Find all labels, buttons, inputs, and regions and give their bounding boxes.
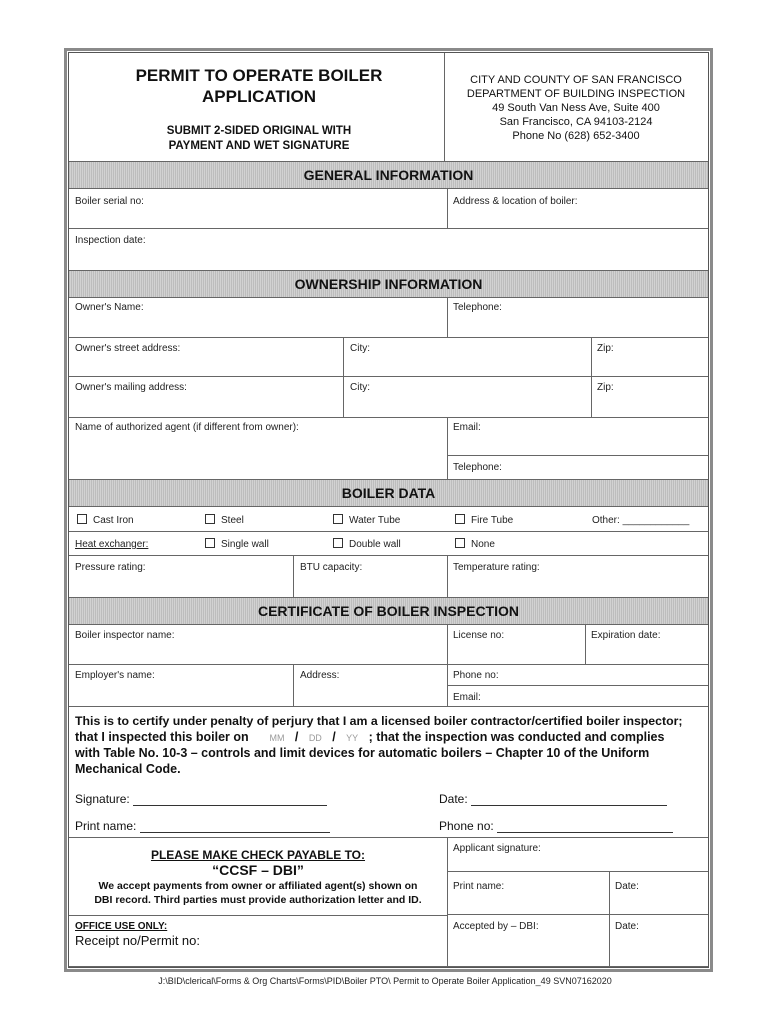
inspector-print-name-field[interactable]: Print name: bbox=[75, 819, 330, 833]
inspector-name-label[interactable]: Boiler inspector name: bbox=[75, 630, 175, 641]
pressure-rating-label[interactable]: Pressure rating: bbox=[75, 562, 146, 573]
receipt-permit-label[interactable]: Receipt no/Permit no: bbox=[75, 933, 201, 948]
inspector-phone-field[interactable]: Phone no: bbox=[439, 819, 673, 833]
boiler-address-label[interactable]: Address & location of boiler: bbox=[453, 196, 578, 207]
agency-name: CITY AND COUNTY OF SAN FRANCISCO bbox=[470, 74, 682, 86]
inspector-signature-field[interactable]: Signature: bbox=[75, 792, 327, 806]
certification-line2: that I inspected this boiler on MM / DD / YY ; that the inspection was conducted and complies bbox=[75, 730, 665, 744]
accepted-date-label[interactable]: Date: bbox=[615, 921, 639, 932]
day-field[interactable]: DD bbox=[308, 733, 322, 743]
certification-line4: Mechanical Code. bbox=[75, 762, 181, 776]
year-field[interactable]: YY bbox=[346, 733, 359, 743]
inspection-date-label[interactable]: Inspection date: bbox=[75, 235, 146, 246]
checkbox-icon[interactable] bbox=[205, 538, 215, 548]
checkbox-icon[interactable] bbox=[455, 538, 465, 548]
checkbox-icon[interactable] bbox=[205, 514, 215, 524]
checkbox-icon[interactable] bbox=[333, 514, 343, 524]
btu-capacity-label[interactable]: BTU capacity: bbox=[300, 562, 363, 573]
applicant-print-name-label[interactable]: Print name: bbox=[453, 881, 505, 892]
applicant-date-label[interactable]: Date: bbox=[615, 881, 639, 892]
owner-street-label[interactable]: Owner's street address: bbox=[75, 343, 181, 354]
check-payable-heading: PLEASE MAKE CHECK PAYABLE TO: bbox=[150, 848, 366, 862]
license-no-label[interactable]: License no: bbox=[453, 630, 505, 641]
certification-line3: with Table No. 10-3 – controls and limit devices for automatic boilers – Chapter 10 of the Uniform bbox=[75, 746, 650, 760]
owner-city-label[interactable]: City: bbox=[350, 343, 370, 354]
water-tube-option[interactable]: Water Tube bbox=[333, 515, 400, 526]
payment-policy-line1: We accept payments from owner or affiliated agent(s) shown on bbox=[98, 880, 418, 892]
agent-telephone-label[interactable]: Telephone: bbox=[453, 462, 502, 473]
general-info-heading: GENERAL INFORMATION bbox=[69, 161, 708, 189]
owner-name-label[interactable]: Owner's Name: bbox=[75, 302, 144, 313]
agency-phone: Phone No (628) 652-3400 bbox=[512, 130, 640, 142]
agency-department: DEPARTMENT OF BUILDING INSPECTION bbox=[466, 88, 686, 100]
agent-email-label[interactable]: Email: bbox=[453, 422, 481, 433]
other-type-field[interactable]: Other: ____________ bbox=[592, 515, 690, 526]
employer-email-label[interactable]: Email: bbox=[453, 692, 481, 703]
single-wall-option[interactable]: Single wall bbox=[205, 539, 269, 550]
fire-tube-option[interactable]: Fire Tube bbox=[455, 515, 513, 526]
submit-instruction-line2: PAYMENT AND WET SIGNATURE bbox=[168, 140, 350, 152]
form-title-line1: PERMIT TO OPERATE BOILER bbox=[135, 66, 383, 85]
agency-street: 49 South Van Ness Ave, Suite 400 bbox=[492, 102, 660, 114]
check-payee: “CCSF – DBI” bbox=[212, 862, 304, 878]
mailing-zip-label[interactable]: Zip: bbox=[597, 382, 614, 393]
agency-city: San Francisco, CA 94103-2124 bbox=[499, 116, 653, 128]
employer-phone-label[interactable]: Phone no: bbox=[453, 670, 499, 681]
checkbox-icon[interactable] bbox=[333, 538, 343, 548]
expiration-date-label[interactable]: Expiration date: bbox=[591, 630, 661, 641]
applicant-signature-label[interactable]: Applicant signature: bbox=[453, 843, 541, 854]
accepted-by-dbi-label[interactable]: Accepted by – DBI: bbox=[453, 921, 539, 932]
certification-line1: This is to certify under penalty of perjury that I am a licensed boiler contractor/certified boiler inspector; bbox=[75, 714, 683, 728]
ownership-info-heading: OWNERSHIP INFORMATION bbox=[69, 270, 708, 298]
footer-file-path: J:\BID\clerical\Forms & Org Charts\Forms\PID\Boiler PTO\ Permit to Operate Boiler Application_49 SVN07162020 bbox=[158, 976, 612, 986]
form-title-line2: APPLICATION bbox=[202, 87, 316, 106]
submit-instruction-line1: SUBMIT 2-SIDED ORIGINAL WITH bbox=[166, 125, 352, 137]
inspector-date-field[interactable]: Date: bbox=[439, 792, 667, 806]
permit-form bbox=[68, 52, 709, 968]
heat-exchanger-label: Heat exchanger: bbox=[75, 539, 149, 550]
owner-zip-label[interactable]: Zip: bbox=[597, 343, 614, 354]
month-field[interactable]: MM bbox=[269, 733, 285, 743]
payment-policy-line2: DBI record. Third parties must provide authorization letter and ID. bbox=[94, 894, 422, 906]
temperature-rating-label[interactable]: Temperature rating: bbox=[453, 562, 540, 573]
checkbox-icon[interactable] bbox=[77, 514, 87, 524]
owner-mailing-label[interactable]: Owner's mailing address: bbox=[75, 382, 187, 393]
double-wall-option[interactable]: Double wall bbox=[333, 539, 401, 550]
employer-name-label[interactable]: Employer's name: bbox=[75, 670, 155, 681]
certificate-heading: CERTIFICATE OF BOILER INSPECTION bbox=[69, 597, 708, 625]
owner-telephone-label[interactable]: Telephone: bbox=[453, 302, 502, 313]
authorized-agent-label[interactable]: Name of authorized agent (if different from owner): bbox=[75, 422, 299, 433]
none-option[interactable]: None bbox=[455, 539, 495, 550]
checkbox-icon[interactable] bbox=[455, 514, 465, 524]
steel-option[interactable]: Steel bbox=[205, 515, 244, 526]
mailing-city-label[interactable]: City: bbox=[350, 382, 370, 393]
office-use-only-label: OFFICE USE ONLY: bbox=[75, 921, 168, 932]
cast-iron-option[interactable]: Cast Iron bbox=[77, 515, 134, 526]
boiler-data-heading: BOILER DATA bbox=[69, 479, 708, 507]
employer-address-label[interactable]: Address: bbox=[300, 670, 340, 681]
boiler-serial-label[interactable]: Boiler serial no: bbox=[75, 196, 144, 207]
